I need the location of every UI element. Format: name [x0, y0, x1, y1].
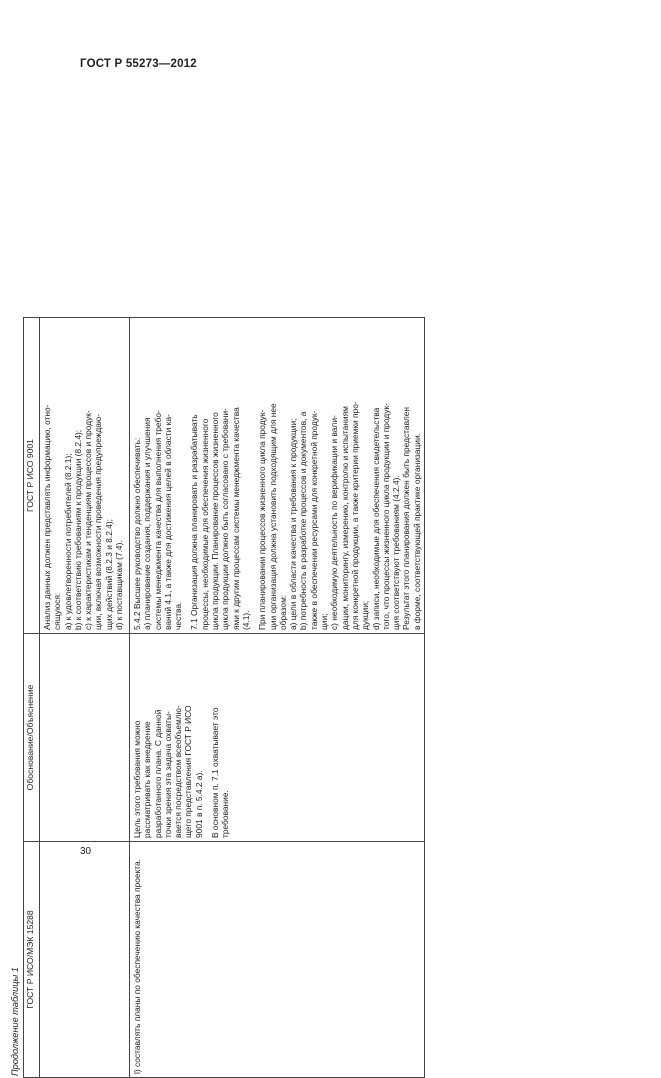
table-cell: [40, 318, 130, 634]
text-line: точки зрения эта задача охваты-: [162, 711, 173, 838]
cell-paragraph: [132, 321, 183, 630]
text-line: системы менеджмента качества для выполнения требо-: [152, 410, 163, 630]
text-line: ции, включая возможности проведения предупреждаю-: [93, 414, 104, 630]
table-cell: l) составлять планы по обеспечению качества проекта.: [130, 842, 425, 1078]
text-line: ция соответствуют требованиям (4.2.4).: [391, 475, 402, 630]
text-line: дукции;: [360, 600, 371, 630]
text-line: b) к соответствию требованиям к продукции (8.2.4);: [72, 429, 83, 630]
cell-paragraph: [189, 321, 251, 630]
text-line: ваний 4.1, а также для достижения целей в области ка-: [162, 414, 173, 630]
page-number: 30: [80, 846, 92, 857]
cell-paragraph: [42, 321, 124, 630]
text-line: d) записи, необходимые для обеспечения свидетельства: [370, 407, 381, 630]
text-line: также в обеспечении ресурсами для конкретной продук-: [308, 410, 319, 630]
text-line: b) потребность в разработке процессов и документов, а: [298, 411, 309, 630]
cell-paragraph: [210, 637, 231, 838]
column-header: ГОСТ Р ИСО 9001: [24, 318, 40, 634]
continuation-label: Продолжение таблицы 1: [10, 967, 20, 1076]
column-header: Обоснование/Объяснение: [24, 634, 40, 842]
text-line: рассматривать как внедрение: [142, 721, 153, 838]
text-line: цикла продукции должно быть согласовано с требовани-: [220, 408, 231, 630]
text-line: щего представления ГОСТ Р ИСО: [183, 705, 194, 838]
text-line: 7.1 Организация должна планировать и разрабатывать: [189, 414, 200, 630]
text-line: чества.: [173, 601, 184, 630]
column-header: ГОСТ Р ИСО/МЭК 15288: [24, 842, 40, 1078]
table-cell: [130, 634, 425, 842]
text-line: того, что процессы жизненного цикла продукции и продук-: [380, 403, 391, 630]
rotated-table-container: [8, 318, 478, 1078]
table-row: [40, 318, 130, 1078]
text-line: ции;: [319, 613, 330, 630]
text-line: требование.: [220, 790, 231, 838]
text-line: ями к другим процессам системы менеджмента качества: [230, 407, 241, 630]
table-cell: [40, 842, 130, 1078]
text-line: вается посредством всеобъемлю-: [173, 705, 184, 838]
text-line: цикла продукции. Планирование процессов жизненного: [210, 412, 221, 630]
text-line: для конкретной продукции, а также критерии приемки про-: [349, 401, 360, 630]
text-line: d) к поставщикам (7.4).: [114, 540, 125, 630]
text-line: Цель этого требования можно: [132, 720, 142, 838]
text-line: c) необходимую деятельность по верификации и вали-: [329, 415, 340, 630]
text-line: а) планирование создания, поддержания и улучшения: [142, 417, 153, 630]
text-line: а) цели в области качества и требования к продукции;: [288, 418, 299, 630]
table-cell: [130, 318, 425, 634]
text-line: образом:: [277, 594, 288, 630]
text-line: в форме, соответствующей практике организации.: [411, 433, 422, 630]
text-line: Результат этого планирования должен быть представлен: [401, 407, 412, 630]
table-cell: [40, 634, 130, 842]
comparison-table: [23, 317, 425, 1078]
text-line: Анализ данных должен представлять информацию, отно-: [42, 404, 52, 630]
table-header-row: [24, 318, 40, 1078]
text-line: a) к удовлетворенности потребителей (8.2.1);: [62, 453, 73, 630]
document-header: ГОСТ Р 55273—2012: [80, 58, 197, 70]
cell-paragraph: [132, 637, 204, 838]
table-row: [130, 318, 425, 1078]
text-line: В основном п. 7.1 охватывает это: [210, 707, 221, 838]
text-line: дации, мониторингу, измерению, контролю и испытаниям: [339, 406, 350, 630]
text-line: процессы, необходимые для обеспечения жизненного: [199, 418, 210, 630]
text-line: разработанного плана. С данной: [152, 709, 163, 838]
text-line: ции организация должна установить подходящим для нее: [267, 403, 278, 630]
text-line: 5.4.2 Высшее руководство должно обеспечивать:: [132, 437, 142, 630]
text-line: 9001 в п. 5.4.2 а).: [193, 770, 204, 838]
text-line: c) к характеристикам и тенденциям процессов и продук-: [83, 410, 94, 630]
text-line: При планировании процессов жизненного цикла продук-: [257, 409, 268, 630]
text-line: (4.1).: [240, 610, 251, 630]
text-line: сящуюся:: [52, 592, 63, 630]
text-line: щих действий (8.2.3 и 8.2.4);: [103, 519, 114, 630]
cell-paragraph: [257, 321, 422, 630]
